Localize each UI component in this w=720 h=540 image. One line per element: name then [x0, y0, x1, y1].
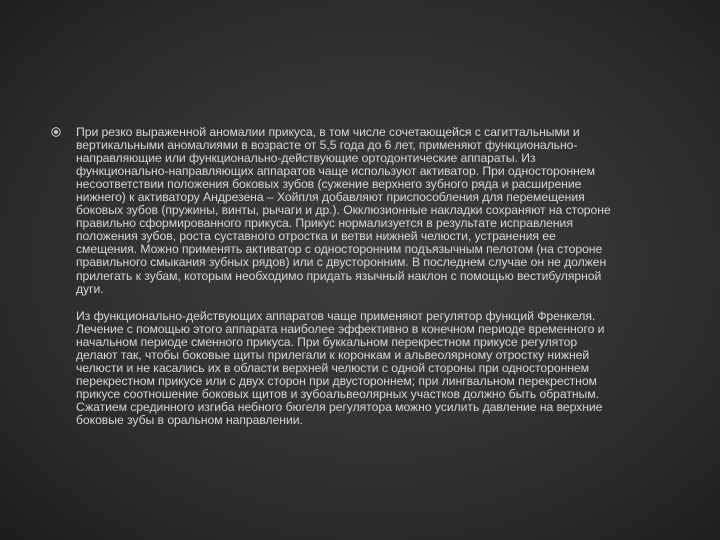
paragraph-activator: При резко выраженной аномалии прикуса, в том числе сочетающейся с сагиттальными и вертикальными аномалиями в возрасте от 5,5 года до 6 лет, применяют функционально-направляющие или функционально-действующие ортодонтические аппараты. Из функционально-направляющих аппаратов чаще используют активатор. При одностороннем несоответствии положения боковых зубов (сужение верхнего зубного ряда и расширение нижнего) к активатору Андрезена – Хойпля добавляют приспособления для перемещения боковых зубов (пружины, винты, рычаги и др.). Окклюзионные накладки сохраняют на стороне правильно сформированного прикуса. Прикус нормализуется в результате исправления положения зубов, роста суставного отростка и ветви нижней челюсти, устранения ее смещения. Можно применять активатор с односторонним подъязычным пелотом (на стороне правильного смыкания зубных рядов) или с двусторонним. В последнем случае он не должен прилегать к зубам, которым необходимо придать язычный наклон с помощью вестибулярной дуги. — [76, 125, 611, 296]
slide-text — [76, 126, 616, 427]
target-bullet-icon — [51, 127, 61, 137]
paragraph-frankel-regulator: Из функционально-действующих аппаратов чаще применяют регулятор функций Френкеля. Лечение с помощью этого аппарата наиболее эффективно в конечном периоде временного и начальном периоде сменного прикуса. При буккальном перекрестном прикусе регулятор делают так, чтобы боковые щиты прилегали к коронкам и альвеолярному отростку нижней челюсти и не касались их в области верхней челюсти с одной стороны при одностороннем перекрестном прикусе или с двух сторон при двустороннем; при лингвальном перекрестном прикусе соотношение боковых щитов и зубоальвеолярных участков должно быть обратным. Сжатием срединного изгиба небного бюгеля регулятора можно усилить давление на верхние боковые зубы в оральном направлении. — [76, 308, 605, 427]
